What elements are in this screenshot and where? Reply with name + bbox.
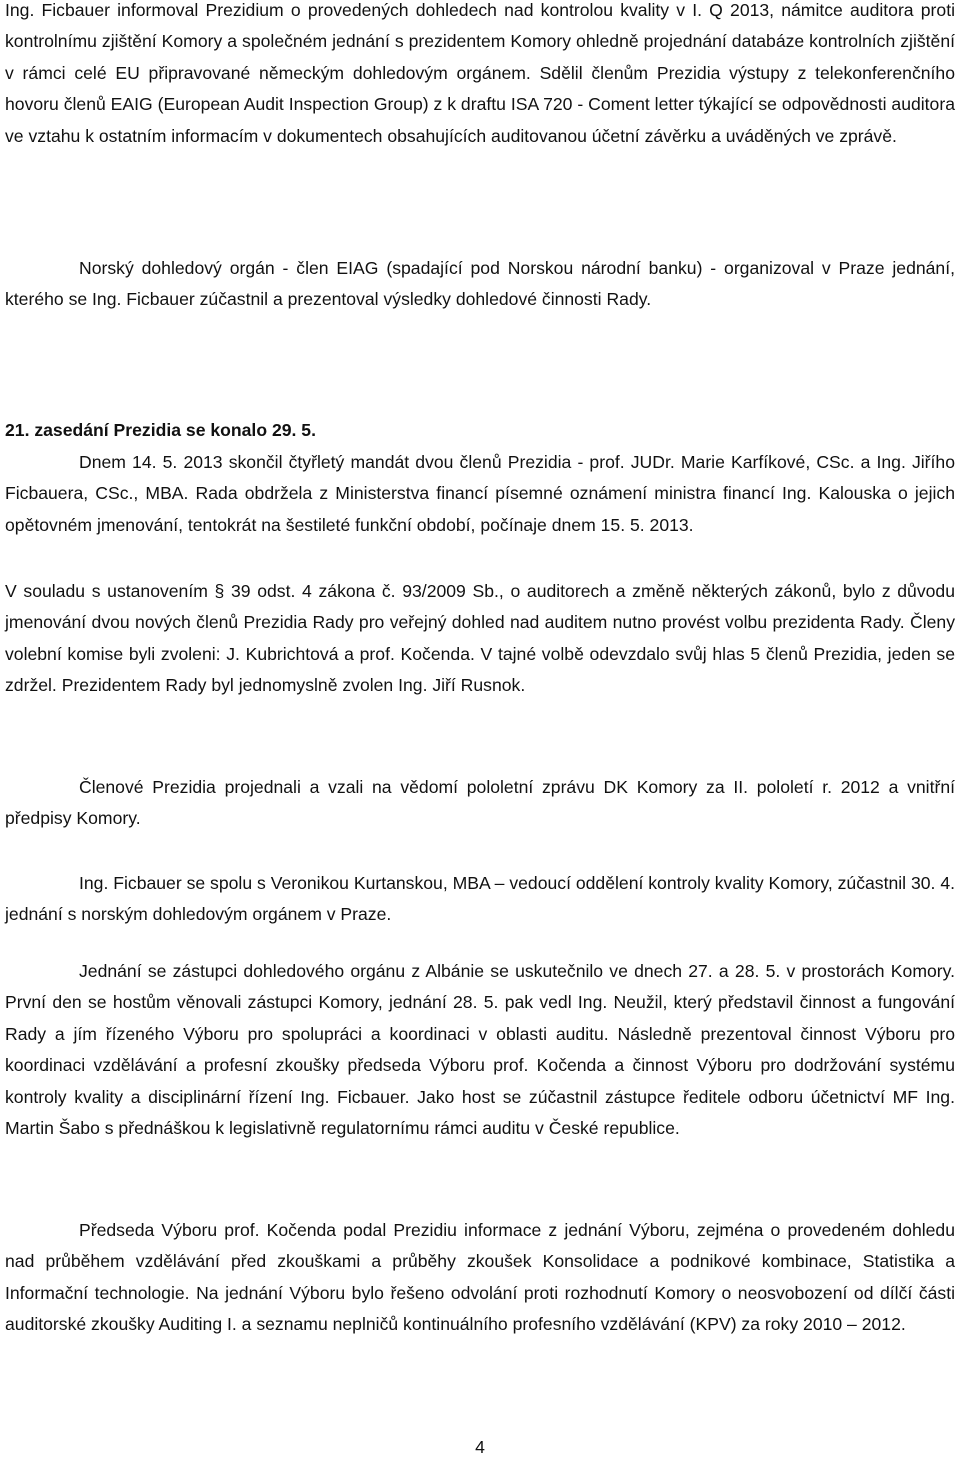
paragraph-committee-report: Předseda Výboru prof. Kočenda podal Prezidiu informace z jednání Výboru, zejména o provedeném dohledu nad průběhem vzdělávání před zkouškami a průběhy zkoušek Konsolidace a podnikové kombinace, Statistika a Informační technologie. Na jednání Výboru bylo řešeno odvolání proti rozhodnutí Komory o neosvobození od dílčí části auditorské zkoušky Auditing I. a seznamu neplničů kontinuálního profesního vzdělávání (KPV) za roky 2010 – 2012. [5, 1220, 955, 1335]
paragraph-half-year-report: Členové Prezidia projednali a vzali na vědomí pololetní zprávu DK Komory za II. pololetí r. 2012 a vnitřní předpisy Komory. [5, 777, 955, 829]
paragraph-mandate-expiry: Dnem 14. 5. 2013 skončil čtyřletý mandát dvou členů Prezidia - prof. JUDr. Marie Karfíkové, CSc. a Ing. Jiřího Ficbauera, CSc., MBA. Rada obdržela z Ministerstva financí písemné oznámení ministra financí Ing. Kalouska o jejich opětovném jmenování, tentokrát na šestileté funkční období, počínaje dnem 15. 5. 2013. [5, 452, 955, 535]
paragraph-albania-delegation: Jednání se zástupci dohledového orgánu z Albánie se uskutečnilo ve dnech 27. a 28. 5. v prostorách Komory. První den se hostům věnovali zástupci Komory, jednání 28. 5. pak vedl Ing. Neužil, který představil činnost a fungování Rady a jím řízeného Výboru pro spolupráci a koordinaci v oblasti auditu. Následně prezentoval činnost Výboru pro koordinaci vzdělávání a profesní zkoušky předseda Výboru prof. Kočenda a činnost Výboru pro dodržování systému kontroly kvality a disciplinární řízení Ing. Ficbauer. Jako host se zúčastnil zástupce ředitele odboru účetnictví MF Ing. Martin Šabo s přednáškou k legislativně regulatornímu rámci auditu v České republice. [5, 961, 955, 1139]
paragraph-norwegian-supervisor: Norský dohledový orgán - člen EIAG (spadající pod Norskou národní banku) - organizoval v Praze jednání, kterého se Ing. Ficbauer zúčastnil a prezentoval výsledky dohledové činnosti Rady. [5, 258, 955, 310]
paragraph-quality-control-report: Ing. Ficbauer informoval Prezidium o provedených dohledech nad kontrolou kvality v I. Q 2013, námitce auditora proti kontrolnímu zjištění Komory a společném jednání s prezidentem Komory ohledně projednání databáze kontrolních zjištění v rámci celé EU připravované německým dohledovým orgánem. Sdělil členům Prezidia výstupy z telekonferenčního hovoru členů EAIG (European Audit Inspection Group) z k draftu ISA 720 - Coment letter týkající se odpovědnosti auditora ve vztahu k ostatním informacím v dokumentech obsahujících auditovanou účetní závěrku a uváděných ve zprávě. [5, 0, 955, 146]
paragraph-meeting-norwegian-body: Ing. Ficbauer se spolu s Veronikou Kurtanskou, MBA – vedoucí oddělení kontroly kvality Komory, zúčastnil 30. 4. jednání s norským dohledovým orgánem v Praze. [5, 873, 955, 925]
page-number: 4 [475, 1437, 485, 1457]
paragraph-president-election: V souladu s ustanovením § 39 odst. 4 zákona č. 93/2009 Sb., o auditorech a změně některých zákonů, bylo z důvodu jmenování dvou nových členů Prezidia Rady pro veřejný dohled nad auditem nutno provést volbu prezidenta Rady. Členy volební komise byli zvoleni: J. Kubrichtová a prof. Kočenda. V tajné volbě odevzdalo svůj hlas 5 členů Prezidia, jeden se zdržel. Prezidentem Rady byl jednomyslně zvolen Ing. Jiří Rusnok. [5, 581, 955, 696]
section-heading-21st-meeting: 21. zasedání Prezidia se konalo 29. 5. [5, 420, 316, 440]
